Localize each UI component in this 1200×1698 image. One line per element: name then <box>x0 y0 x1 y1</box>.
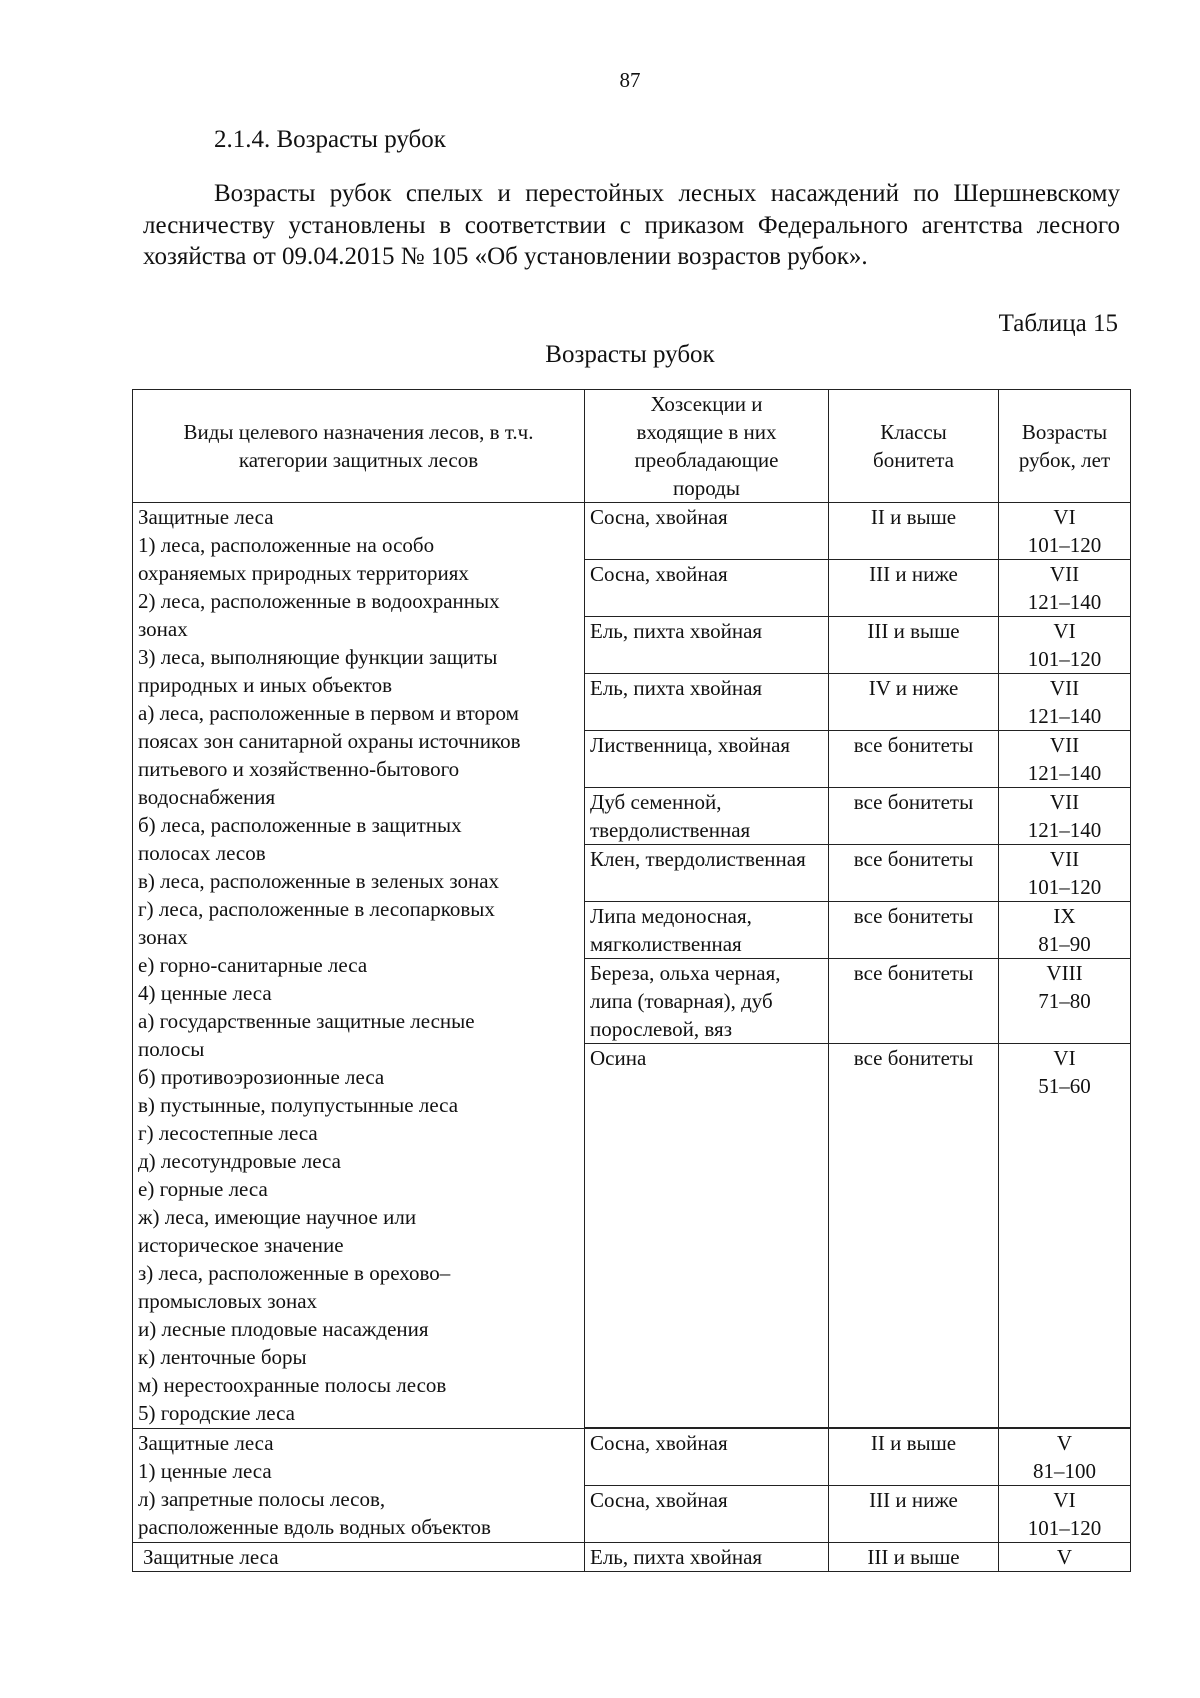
table-label: Таблица 15 <box>998 310 1118 337</box>
header-species: Хозсекции и входящие в них преобладающие породы <box>585 390 829 503</box>
category-line: полосах лесов <box>138 841 266 865</box>
age-range: 101–120 <box>1027 1516 1102 1540</box>
species-cell: Осина <box>585 1044 829 1428</box>
category-line: питьевого и хозяйственно-бытового <box>138 757 460 781</box>
age-class: VII <box>1049 733 1080 757</box>
class-cell: все бонитеты <box>829 788 999 845</box>
age-cell <box>999 503 1131 560</box>
category-line: и) лесные плодовые насаждения <box>138 1317 429 1341</box>
species-cell: Сосна, хвойная <box>585 1486 829 1543</box>
category-line: б) противоэрозионные леса <box>138 1065 385 1089</box>
table-row <box>133 503 1131 560</box>
class-cell: II и выше <box>829 1429 999 1486</box>
category-cell-group3: Защитные леса <box>133 1543 585 1572</box>
age-cell <box>999 845 1131 902</box>
age-range: 121–140 <box>1027 704 1102 728</box>
category-line: Защитные леса <box>138 505 274 529</box>
category-line: историческое значение <box>138 1233 344 1257</box>
class-cell: III и ниже <box>829 560 999 617</box>
age-class: VI <box>1053 619 1076 643</box>
age-range: 51–60 <box>1038 1074 1091 1098</box>
category-line: Защитные леса <box>138 1431 274 1455</box>
category-line: а) государственные защитные лесные <box>138 1009 475 1033</box>
table-row <box>133 1429 1131 1486</box>
age-range: 101–120 <box>1027 533 1102 557</box>
age-class: VII <box>1049 790 1080 814</box>
category-line: поясах зон санитарной охраны источников <box>138 729 521 753</box>
species-cell: Ель, пихта хвойная <box>585 1543 829 1572</box>
age-cell: V <box>999 1543 1131 1572</box>
table-header-row <box>133 390 1131 503</box>
category-line: з) леса, расположенные в орехово– <box>138 1261 451 1285</box>
age-range: 81–90 <box>1038 932 1091 956</box>
age-range: 81–100 <box>1033 1459 1096 1483</box>
page-number: 87 <box>619 68 641 92</box>
age-range: 101–120 <box>1027 647 1102 671</box>
species-cell: Сосна, хвойная <box>585 1429 829 1486</box>
species-cell: Дуб семенной, твердолиственная <box>585 788 829 845</box>
age-class: VIII <box>1046 961 1083 985</box>
species-cell: Лиственница, хвойная <box>585 731 829 788</box>
age-cell <box>999 1044 1131 1428</box>
species-cell: Сосна, хвойная <box>585 560 829 617</box>
category-line: ж) леса, имеющие научное или <box>138 1205 417 1229</box>
category-line: м) нерестоохранные полосы лесов <box>138 1373 447 1397</box>
age-range: 101–120 <box>1027 875 1102 899</box>
class-cell: III и выше <box>829 617 999 674</box>
age-class: IX <box>1053 904 1076 928</box>
age-cell <box>999 731 1131 788</box>
age-class: VI <box>1053 1488 1076 1512</box>
class-cell: III и ниже <box>829 1486 999 1543</box>
age-cell <box>999 1429 1131 1486</box>
class-cell: все бонитеты <box>829 731 999 788</box>
category-line: к) ленточные боры <box>138 1345 307 1369</box>
category-line: природных и иных объектов <box>138 673 393 697</box>
species-cell: Ель, пихта хвойная <box>585 674 829 731</box>
table-caption: Возрасты рубок <box>545 341 715 368</box>
category-line: 5) городские леса <box>138 1401 295 1425</box>
category-line: 4) ценные леса <box>138 981 272 1005</box>
cutting-ages-table <box>132 389 1131 1572</box>
age-class: V <box>1056 1431 1073 1455</box>
class-cell: все бонитеты <box>829 902 999 959</box>
category-line: зонах <box>138 617 188 641</box>
category-line: а) леса, расположенные в первом и втором <box>138 701 519 725</box>
age-cell <box>999 902 1131 959</box>
category-line: 2) леса, расположенные в водоохранных <box>138 589 500 613</box>
class-cell: IV и ниже <box>829 674 999 731</box>
table-row <box>133 1543 1131 1572</box>
intro-paragraph: Возрасты рубок спелых и перестойных лесных насаждений по Шершневскому лесничеству установлены в соответствии с приказом Федерального агентства лесного хозяйства от 09.04.2015 № 105 «Об установлении возрастов рубок». <box>143 180 1120 270</box>
category-line: г) леса, расположенные в лесопарковых <box>138 897 495 921</box>
category-line: д) лесотундровые леса <box>138 1149 341 1173</box>
age-cell <box>999 1486 1131 1543</box>
class-cell: III и выше <box>829 1543 999 1572</box>
header-purpose: Виды целевого назначения лесов, в т.ч. категории защитных лесов <box>133 390 585 503</box>
category-line: г) лесостепные леса <box>138 1121 318 1145</box>
category-line: л) запретные полосы лесов, <box>138 1487 386 1511</box>
category-line: в) леса, расположенные в зеленых зонах <box>138 869 500 893</box>
category-line: водоснабжения <box>138 785 276 809</box>
age-class: VI <box>1053 505 1076 529</box>
category-line: е) горно-санитарные леса <box>138 953 368 977</box>
category-line: 1) ценные леса <box>138 1459 272 1483</box>
category-line: в) пустынные, полупустынные леса <box>138 1093 459 1117</box>
header-age: Возрасты рубок, лет <box>999 390 1131 503</box>
species-cell: Сосна, хвойная <box>585 503 829 560</box>
species-cell: Ель, пихта хвойная <box>585 617 829 674</box>
age-range: 121–140 <box>1027 761 1102 785</box>
species-cell: Клен, твердолиственная <box>585 845 829 902</box>
class-cell: все бонитеты <box>829 845 999 902</box>
category-line: 1) леса, расположенные на особо <box>138 533 435 557</box>
category-line: б) леса, расположенные в защитных <box>138 813 462 837</box>
header-class: Классы бонитета <box>829 390 999 503</box>
category-line: промысловых зонах <box>138 1289 318 1313</box>
age-range: 71–80 <box>1038 989 1091 1013</box>
category-cell-group1 <box>133 503 585 1429</box>
category-line: охраняемых природных территориях <box>138 561 469 585</box>
category-cell-group2 <box>133 1429 585 1543</box>
age-cell <box>999 674 1131 731</box>
age-range: 121–140 <box>1027 818 1102 842</box>
species-cell: Береза, ольха черная, липа (товарная), дуб порослевой, вяз <box>585 959 829 1044</box>
age-cell <box>999 560 1131 617</box>
category-line: 3) леса, выполняющие функции защиты <box>138 645 498 669</box>
class-cell: все бонитеты <box>829 959 999 1044</box>
age-class: VI <box>1053 1046 1076 1070</box>
category-line: расположенные вдоль водных объектов <box>138 1515 491 1539</box>
age-range: 121–140 <box>1027 590 1102 614</box>
age-cell <box>999 959 1131 1044</box>
age-class: VII <box>1049 847 1080 871</box>
class-cell: все бонитеты <box>829 1044 999 1428</box>
species-cell: Липа медоносная, мягколиственная <box>585 902 829 959</box>
age-cell <box>999 617 1131 674</box>
age-class: VII <box>1049 676 1080 700</box>
age-class: VII <box>1049 562 1080 586</box>
category-line: зонах <box>138 925 188 949</box>
section-heading: 2.1.4. Возрасты рубок <box>214 126 446 153</box>
category-line: е) горные леса <box>138 1177 268 1201</box>
age-cell <box>999 788 1131 845</box>
category-line: полосы <box>138 1037 205 1061</box>
class-cell: II и выше <box>829 503 999 560</box>
